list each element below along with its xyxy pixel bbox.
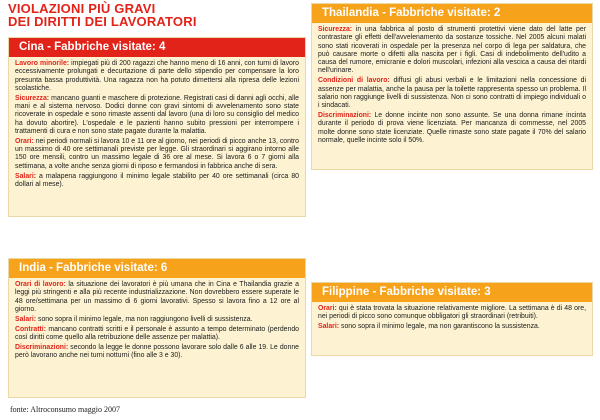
panel-india-header: India - Fabbriche visitate: 6 xyxy=(9,259,305,278)
india-item-label: Contratti: xyxy=(15,325,47,333)
cina-item-label: Salari: xyxy=(15,172,37,180)
cina-item-orari xyxy=(15,138,299,171)
thailandia-item-label: Condizioni di lavoro: xyxy=(318,77,390,85)
india-item-text: la situazione dei lavoratori è più umana che in Cina e Thailandia grazie a leggi più stringenti e alla più recente industrializzazione. Non dovrebbero essere superate le 48 ore/settimana per un massimo di 6 giorni lavorativi. Spesso si lavora fino a 12 ore al giorno. xyxy=(15,281,299,313)
thailandia-item-label: Discriminazioni: xyxy=(318,112,372,120)
filippine-item-label: Orari: xyxy=(318,305,337,312)
india-item-label: Orari di lavoro: xyxy=(15,281,66,288)
india-item-label: Salari: xyxy=(15,315,37,323)
cina-item-lavoro-minorile xyxy=(15,60,299,93)
thailandia-item-condizioni xyxy=(318,77,586,110)
india-item-contratti xyxy=(15,326,299,343)
page-title-line-1: VIOLAZIONI PIÙ GRAVI xyxy=(8,1,156,16)
thailandia-item-label: Sicurezza: xyxy=(318,26,353,33)
cina-item-sicurezza xyxy=(15,95,299,136)
filippine-item-salari xyxy=(318,323,586,331)
thailandia-item-sicurezza xyxy=(318,26,586,76)
india-item-text: mancano contratti scritti e il personale è assunto a tempo determinato (perdendo così diritti come quello alla retribuzione delle assenze per malattia). xyxy=(15,325,299,341)
cina-item-text: mancano guanti e maschere di protezione. Registrati casi di danni agli occhi, alle mani e al sistema nervoso. Dodici donne con gravi sintomi di avvelenamento sono state ricoverate in ospedale e sono rimaste assenti dal lavoro (una di loro su consiglio del medico ha dovuto abortire). L'ospedale e le pazienti hanno subito pressioni per interrompere i trattamenti di cura e non sono state pagate durante la malattia. xyxy=(15,94,299,135)
thailandia-item-text: in una fabbrica al posto di strumenti protettivi viene dato del latte per contrastare gli effetti dell'avvelenamento da sostanze tossiche. Nel 2005 alcuni malati sono stati ricoverati in ospedale per la presenza nel corpo di lega per saldatura, che può causare morte o difetti alla nascita per i figli. Casi di indebolimento dell'udito a causa del rumore, emicranie e dolori muscolari, infezioni alla vescica a causa dei ritardi nell'urinare. xyxy=(318,26,586,75)
panel-cina xyxy=(8,37,306,217)
cina-item-label: Sicurezza: xyxy=(15,94,50,102)
panel-india xyxy=(8,258,306,398)
thailandia-item-text: diffusi gli abusi verbali e le limitazioni nella concessione di assenze per malattia, anche la pausa per la toilette rappresenta spesso un problema. Il salario non raggiunge livelli di sussistenza. Non ci sono contratti di impiego individuali o i sindacati. xyxy=(318,77,587,110)
filippine-item-label: Salari: xyxy=(318,323,340,331)
page-title-line-2: DEI DIRITTI DEI LAVORATORI xyxy=(8,14,197,29)
cina-item-salari xyxy=(15,173,299,190)
page-title xyxy=(8,2,278,28)
cina-item-label: Lavoro minorile: xyxy=(15,60,70,67)
filippine-item-text: sono sopra il minimo legale, ma non garantiscono la sussistenza. xyxy=(339,323,540,331)
india-item-discriminazioni xyxy=(15,344,299,361)
filippine-item-orari xyxy=(318,305,586,322)
india-item-orari xyxy=(15,281,299,314)
cina-item-label: Orari: xyxy=(15,137,34,145)
source-caption: fonte: Altroconsumo maggio 2007 xyxy=(10,405,120,414)
cina-item-text: a malapena raggiungono il minimo legale stabilito per 40 ore settimanali (circa 80 dollari al mese). xyxy=(15,172,299,188)
filippine-item-text: qui è stata trovata la situazione relativamente migliore. La settimana è di 48 ore, nei periodi di picco sono comunque obbligatori gli straordinari (retribuiti). xyxy=(318,305,586,321)
india-item-salari xyxy=(15,316,299,324)
cina-item-text: impiegati più di 200 ragazzi che hanno meno di 16 anni, con turni di lavoro eccessivamente prolungati e decurtazione di parte dello stipendio per compensare la loro presunta bassa produttività. Una ragazza non ha potuto dimettersi alla ripresa delle lezioni scolastiche. xyxy=(15,60,299,92)
thailandia-item-text: Le donne incinte non sono assunte. Se una donna rimane incinta durante il periodo di prova viene licenziata. Per mancanza di commesse, nel 2005 molte donne sono state licenziate. Quelle rimaste sono state pagate il 70% del salario normale, quelle incinte solo il 50%. xyxy=(318,112,586,145)
panel-thailandia xyxy=(311,3,593,170)
india-item-text: sono sopra il minimo legale, ma non raggiungono livelli di sussistenza. xyxy=(36,315,253,323)
panel-filippine xyxy=(311,282,593,356)
india-item-text: secondo la legge le donne possono lavorare solo dalle 6 alle 19. Le donne però lavorano anche nei turni notturni (fino alle 3 e 30). xyxy=(15,343,299,360)
panel-cina-header: Cina - Fabbriche visitate: 4 xyxy=(9,38,305,57)
cina-item-text: nei periodi normali si lavora 10 e 11 ore al giorno, nei periodi di picco anche 13, contro un massimo di 40 ore settimanali previste per legge. Gli straordinari si aggirano intorno alle 150 ore mensili, contro un massimo legale di 36 ore al mese. Si lavora 6 o 7 giorni alla settimana, a volte anche senza giorni di riposo e fermandosi in fabbrica anche di sera. xyxy=(15,137,299,170)
india-item-label: Discriminazioni: xyxy=(15,343,69,351)
panel-thailandia-header: Thailandia - Fabbriche visitate: 2 xyxy=(312,4,592,23)
panel-filippine-header: Filippine - Fabbriche visitate: 3 xyxy=(312,283,592,302)
thailandia-item-discriminazioni xyxy=(318,112,586,145)
